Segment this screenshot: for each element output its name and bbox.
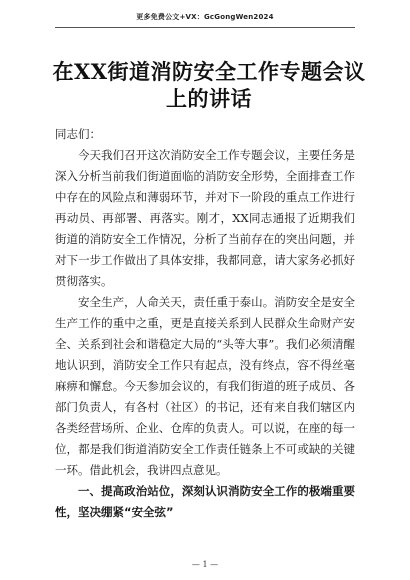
document-title: 在XX街道消防安全工作专题会议上的讲话 — [52, 59, 366, 111]
header-note: 更多免费公文+VX：GcGongWen2024 — [136, 13, 274, 21]
salutation: 同志们： — [55, 127, 101, 141]
section-heading-1: 一、提高政治站位，深刻认识消防安全工作的极端重要性，坚决绷紧“安全弦” — [55, 484, 355, 519]
header-divider — [55, 27, 355, 28]
paragraph-safety: 安全生产，人命关天，责任重于泰山。消防安全是安全生产工作的重中之重，更是直接关系到人民群众生命财产安全、关系到社会和谐稳定大局的“头等大事”。我们必须清醒地认识到，消防安全工作只有起点，没有终点，容不得丝毫麻痹和懈怠。今天参加会议的，有我们街道的班子成员、各部门负责人，有各村（社区）的书记，还有来自我们辖区内各类经营场所、企业、仓库的负责人。可以说，在座的每一位，都是我们街道消防安全工作责任链条上不可或缺的关键一环。借此机会，我讲四点意见。 — [55, 295, 355, 477]
page-number: — 1 — — [191, 560, 219, 569]
document-body — [55, 124, 355, 523]
paragraph-intro: 今天我们召开这次消防安全工作专题会议，主要任务是深入分析当前我们街道面临的消防安全形势，全面排查工作中存在的风险点和薄弱环节，并对下一阶段的重点工作进行再动员、再部署、再落实。刚才，XX同志通报了近期我们街道的消防安全工作情况，分析了当前存在的突出问题，并对下一步工作做出了具体安排，我都同意，请大家务必抓好贯彻落实。 — [55, 148, 355, 288]
